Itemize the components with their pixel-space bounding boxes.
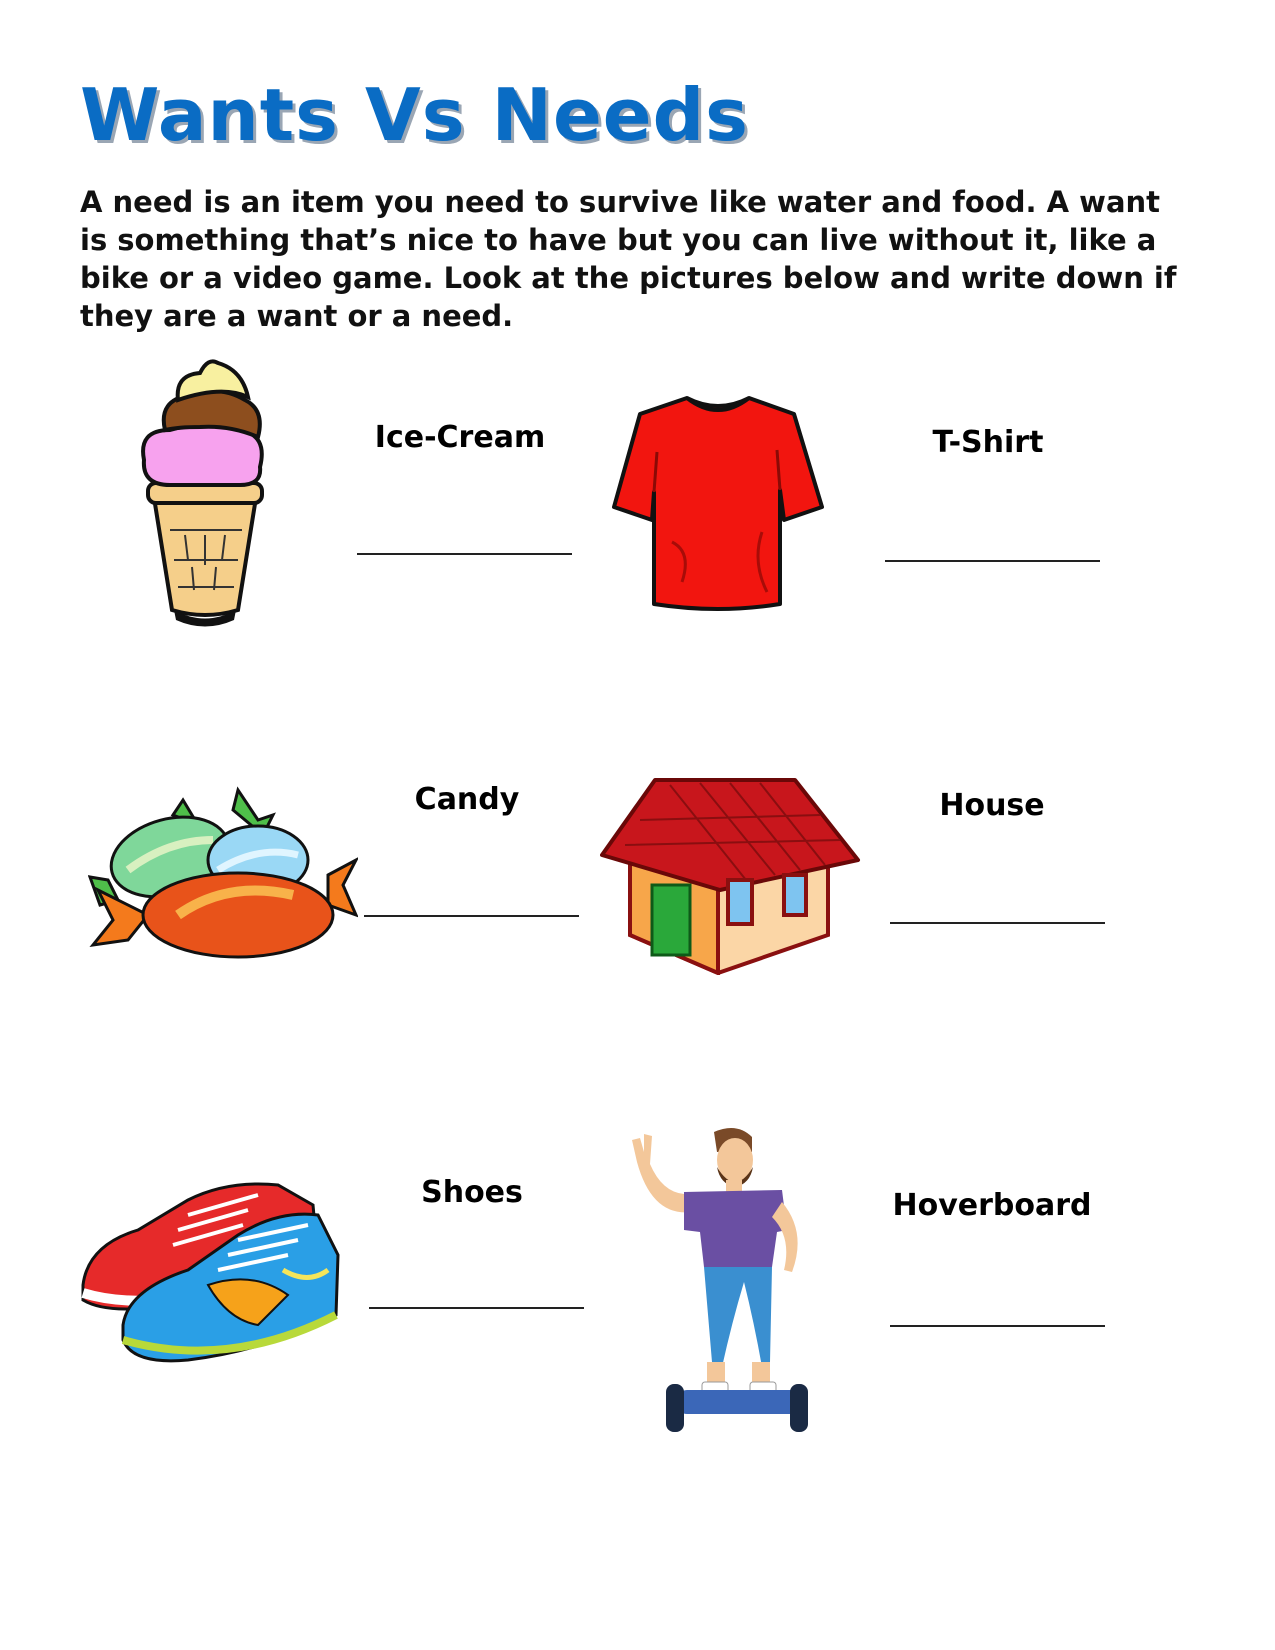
item-label-t-shirt: T-Shirt	[932, 425, 1044, 460]
candy-icon	[88, 785, 358, 965]
shoes-icon	[78, 1175, 343, 1370]
item-label-candy: Candy	[414, 782, 520, 817]
instructions-text: A need is an item you need to survive like water and food. A want is something that’s nice to have but you can live without it, like a bike or a video game. Look at the pictures below and write down if they are a want or a need.	[80, 185, 1177, 333]
item-label-ice-cream: Ice-Cream	[374, 420, 546, 455]
item-label-house: House	[939, 788, 1045, 823]
answer-blank-t-shirt[interactable]	[885, 560, 1100, 562]
house-icon	[600, 775, 862, 975]
answer-blank-ice-cream[interactable]	[357, 553, 572, 555]
t-shirt-icon	[612, 392, 824, 617]
item-label-hoverboard: Hoverboard	[892, 1188, 1092, 1223]
worksheet-title: Wants Vs Needs	[80, 73, 749, 157]
hoverboard-icon	[622, 1122, 814, 1437]
item-label-shoes: Shoes	[421, 1175, 523, 1210]
answer-blank-candy[interactable]	[364, 915, 579, 917]
answer-blank-hoverboard[interactable]	[890, 1325, 1105, 1327]
answer-blank-house[interactable]	[890, 922, 1105, 924]
answer-blank-shoes[interactable]	[369, 1307, 584, 1309]
ice-cream-icon	[130, 355, 280, 630]
